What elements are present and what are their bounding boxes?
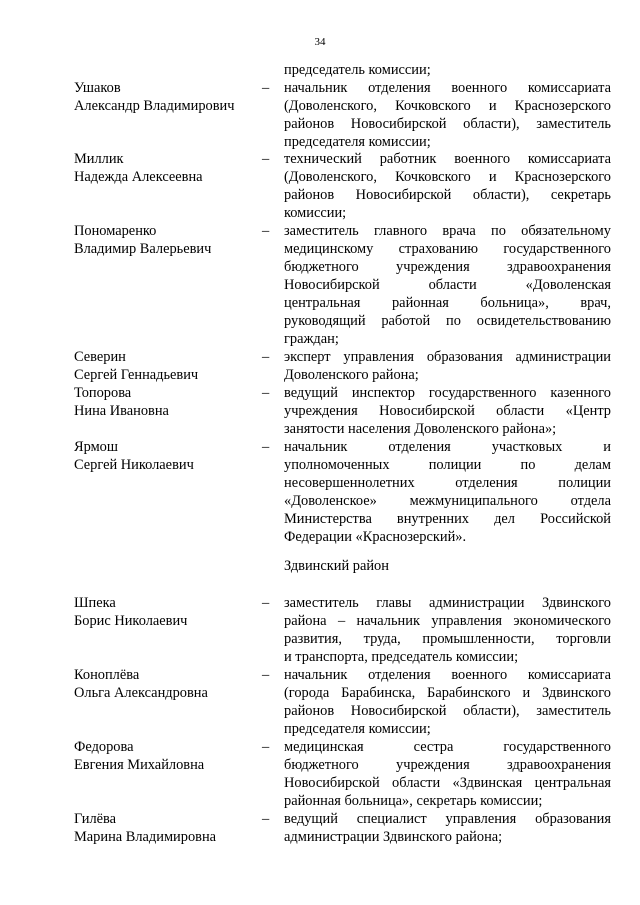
- member-name: [74, 738, 259, 774]
- role-line: Доволенского района;: [284, 367, 419, 383]
- role-line: медицинская сестра государственного: [284, 739, 611, 755]
- member-name: [74, 666, 259, 702]
- member-surname: Миллик: [74, 151, 124, 167]
- dash-separator: –: [262, 80, 270, 96]
- dash-separator: –: [262, 349, 270, 365]
- page-number: 34: [314, 36, 326, 48]
- role-line: Новосибирской области «Доволенская: [284, 277, 611, 293]
- role-line: (города Барабинска, Барабинского и Здвинского: [284, 685, 611, 701]
- role-line: уполномоченных полиции по делам: [284, 457, 611, 473]
- continued-line: председатель комиссии;: [284, 62, 431, 78]
- role-line: заместитель главного врача по обязательному: [284, 223, 611, 239]
- dash-separator: –: [262, 151, 270, 167]
- member-surname: Северин: [74, 349, 126, 365]
- role-line: несовершеннолетних отделения полиции: [284, 475, 611, 491]
- role-line: районная больница», секретарь комиссии;: [284, 793, 543, 809]
- role-line: эксперт управления образования администрации: [284, 349, 611, 365]
- role-line: медицинскому страхованию государственного: [284, 241, 611, 257]
- dash-separator: –: [262, 385, 270, 401]
- role-line: комиссии;: [284, 205, 347, 221]
- member-given-names: Нина Ивановна: [74, 403, 169, 419]
- role-line: заместитель главы администрации Здвинского: [284, 595, 611, 611]
- role-line: ведущий инспектор государственного казенного: [284, 385, 611, 401]
- member-name: [74, 222, 259, 258]
- member-surname: Ушаков: [74, 80, 121, 96]
- member-surname: Федорова: [74, 739, 134, 755]
- role-line: районов Новосибирской области), секретарь: [284, 187, 611, 203]
- member-given-names: Борис Николаевич: [74, 613, 188, 629]
- member-role: [284, 594, 611, 666]
- role-line: администрации Здвинского района;: [284, 829, 503, 845]
- member-name: [74, 79, 259, 115]
- role-line: учреждения Новосибирской области «Центр: [284, 403, 611, 419]
- member-given-names: Сергей Геннадьевич: [74, 367, 199, 383]
- member-role: [284, 738, 611, 810]
- member-name: [74, 594, 259, 630]
- dash-separator: –: [262, 439, 270, 455]
- role-line: Новосибирской области «Здвинская центральная: [284, 775, 611, 791]
- member-surname: Топорова: [74, 385, 132, 401]
- role-line: начальник отделения участковых и: [284, 439, 611, 455]
- role-line: развития, труда, промышленности, торговли: [284, 631, 611, 647]
- member-name: [74, 438, 259, 474]
- role-line: руководящий работой по освидетельствованию: [284, 313, 611, 329]
- role-line: Федерации «Краснозерский».: [284, 529, 467, 545]
- member-role: [284, 79, 611, 151]
- member-role: [284, 348, 611, 384]
- role-line: районов Новосибирской области), заместитель: [284, 703, 611, 719]
- role-line: бюджетного учреждения здравоохранения: [284, 757, 611, 773]
- member-given-names: Александр Владимирович: [74, 98, 235, 114]
- member-given-names: Надежда Алексеевна: [74, 169, 203, 185]
- role-line: председателя комиссии;: [284, 134, 431, 150]
- member-given-names: Владимир Валерьевич: [74, 241, 212, 257]
- member-surname: Коноплёва: [74, 667, 140, 683]
- role-line: (Доволенского, Кочковского и Краснозерского: [284, 169, 611, 185]
- member-surname: Гилёва: [74, 811, 117, 827]
- member-given-names: Марина Владимировна: [74, 829, 217, 845]
- member-role: [284, 384, 611, 438]
- member-role: [284, 222, 611, 348]
- dash-separator: –: [262, 739, 270, 755]
- role-line: Министерства внутренних дел Российской: [284, 511, 611, 527]
- member-given-names: Сергей Николаевич: [74, 457, 194, 473]
- dash-separator: –: [262, 811, 270, 827]
- member-surname: Пономаренко: [74, 223, 157, 239]
- role-line: центральная районная больница», врач,: [284, 295, 611, 311]
- member-name: [74, 348, 259, 384]
- member-name: [74, 150, 259, 186]
- role-line: района – начальник управления экономического: [284, 613, 611, 629]
- member-role: [284, 810, 611, 846]
- dash-separator: –: [262, 595, 270, 611]
- dash-separator: –: [262, 667, 270, 683]
- dash-separator: –: [262, 223, 270, 239]
- member-role: [284, 150, 611, 222]
- role-line: (Доволенского, Кочковского и Краснозерского: [284, 98, 611, 114]
- member-surname: Шпека: [74, 595, 116, 611]
- role-line: начальник отделения военного комиссариата: [284, 80, 611, 96]
- role-line: «Доволенское» межмуниципального отдела: [284, 493, 611, 509]
- role-line: председателя комиссии;: [284, 721, 431, 737]
- member-given-names: Ольга Александровна: [74, 685, 208, 701]
- member-name: [74, 384, 259, 420]
- role-line: технический работник военного комиссариата: [284, 151, 611, 167]
- member-role: [284, 666, 611, 738]
- role-line: бюджетного учреждения здравоохранения: [284, 259, 611, 275]
- member-surname: Ярмош: [74, 439, 118, 455]
- member-name: [74, 810, 259, 846]
- role-line: ведущий специалист управления образования: [284, 811, 611, 827]
- role-line: занятости населения Доволенского района»;: [284, 421, 557, 437]
- role-line: и транспорта, председатель комиссии;: [284, 649, 519, 665]
- member-given-names: Евгения Михайловна: [74, 757, 205, 773]
- member-role: [284, 438, 611, 546]
- role-line: граждан;: [284, 331, 339, 347]
- role-line: начальник отделения военного комиссариата: [284, 667, 611, 683]
- role-line: районов Новосибирской области), заместитель: [284, 116, 611, 132]
- section-title: Здвинский район: [284, 558, 389, 574]
